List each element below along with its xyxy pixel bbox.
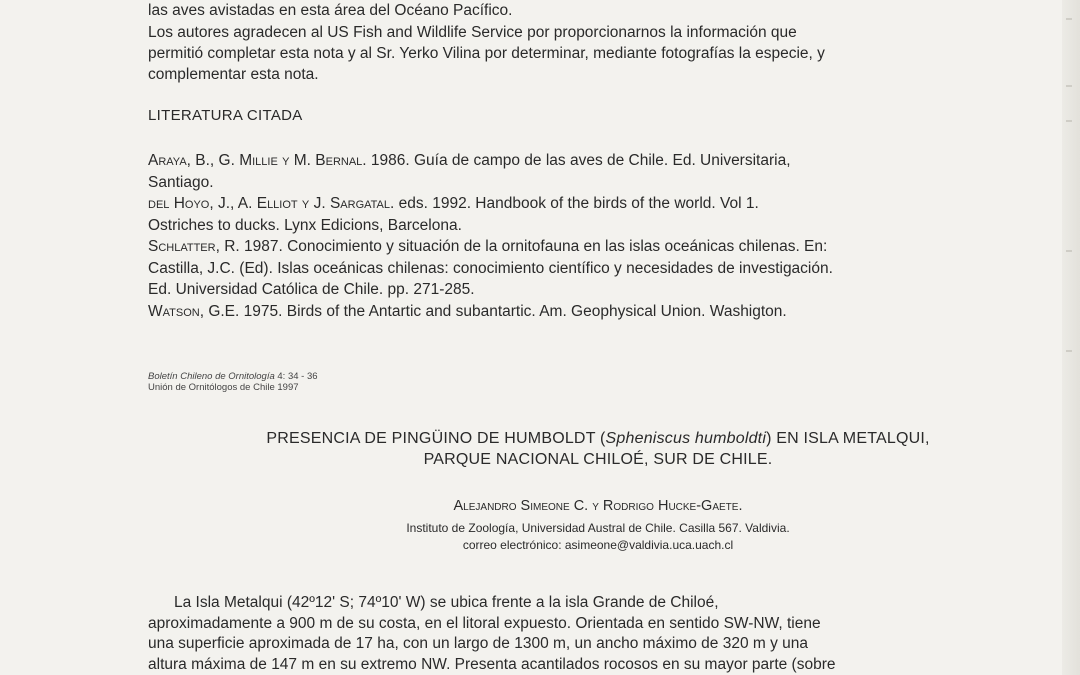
text-line: una superficie aproximada de 17 ha, con un largo de 1300 m, un ancho máximo de 320 m y una [148,635,809,652]
affiliation-line: Instituto de Zoología, Universidad Austral de Chile. Casilla 567. Valdivia. [406,521,790,535]
scan-artifact [1066,350,1072,352]
title-line: PARQUE NACIONAL CHILOÉ, SUR DE CHILE. [423,451,773,468]
text-line: Santiago. [148,173,214,191]
reference-item [148,301,973,323]
text-line [148,236,973,258]
scan-artifact [1066,250,1072,252]
journal-publisher: Unión de Ornitólogos de Chile 1997 [148,382,299,393]
reference-text: . 1975. Birds of the Antartic and subantartic. Am. Geophysical Union. Washigton. [235,302,787,320]
species-name: Spheniscus humboldti [605,430,767,447]
author-affiliation [148,520,1048,554]
email-line: correo electrónico: asimeone@valdivia.uca.uach.cl [462,538,734,552]
reference-authors: Schlatter, R [148,238,236,255]
title-text: PRESENCIA DE PINGÜINO DE HUMBOLDT ( [266,430,606,447]
page-edge-shadow [1062,0,1080,675]
scan-artifact [1066,18,1072,20]
text-line [148,150,973,172]
literature-heading: LITERATURA CITADA [148,107,303,124]
reference-text: . 1987. Conocimiento y situación de la ornitofauna en las islas oceánicas chilenas. En: [235,238,828,255]
article-title [148,428,1048,470]
article-body [148,593,973,675]
text-line: permitió completar esta nota y al Sr. Yerko Vilina por determinar, mediante fotografías la especie, y [148,45,825,62]
title-text: ) EN ISLA METALQUI, [766,430,930,447]
article-authors: Alejandro Simeone C. y Rodrigo Hucke-Gaete. [453,498,743,514]
reference-item [148,150,973,193]
text-line [148,301,973,323]
scan-artifact [1066,85,1072,87]
title-line [148,428,1048,449]
text-line: Ostriches to ducks. Lynx Edicions, Barcelona. [148,216,462,234]
text-line: aproximadamente a 900 m de su costa, en el litoral expuesto. Orientada en sentido SW-NW, tiene [148,614,821,632]
reference-text: . 1986. Guía de campo de las aves de Chile. Ed. Universitaria, [362,152,791,169]
text-line: Castilla, J.C. (Ed). Islas oceánicas chilenas: conocimiento científico y necesidades de investigación. [148,259,833,277]
reference-text: . eds. 1992. Handbook of the birds of the world. Vol 1. [390,195,759,212]
references-list [148,150,973,322]
text-line: La Isla Metalqui (42º12' S; 74º10' W) se ubica frente a la isla Grande de Chiloé, [174,594,719,611]
journal-name: Boletín Chileno de Ornitología [148,371,275,382]
acknowledgements-paragraph [148,22,973,85]
text-line: las aves avistadas en esta área del Océano Pacífico. [148,2,513,19]
text-line [148,193,973,215]
reference-authors: Araya, B., G. Millie y M. Bernal [148,152,363,169]
reference-authors: Watson, G.E [148,302,236,320]
text-line: altura máxima de 147 m en su extremo NW. Presenta acantilados rocosos en su mayor parte (sobre [148,655,836,673]
text-line: Los autores agradecen al US Fish and Wildlife Service por proporcionarnos la información que [148,24,797,41]
paragraph-end [148,0,973,21]
text-line: complementar esta nota. [148,66,319,83]
reference-item [148,236,973,301]
text-line: Ed. Universidad Católica de Chile. pp. 271-285. [148,281,475,298]
reference-item [148,193,973,236]
journal-line [148,371,318,382]
reference-authors: del Hoyo, J., A. Elliot y J. Sargatal [148,195,390,212]
journal-volume: 4: 34 - 36 [274,371,318,382]
journal-info [148,371,318,393]
scan-artifact [1066,120,1072,122]
